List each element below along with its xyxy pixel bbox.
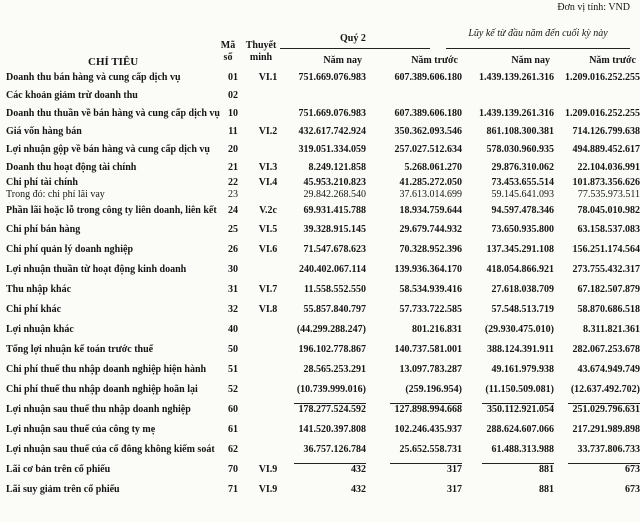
- table-row: [6, 459, 640, 479]
- table-row: [6, 299, 640, 319]
- row-label: Chi phí quản lý doanh nghiệp: [6, 243, 134, 255]
- row-quarter-last-year: 29.679.744.932: [399, 224, 462, 235]
- row-label: Doanh thu thuần về bán hàng và cung cấp dịch vụ: [6, 107, 220, 119]
- row-quarter-last-year: 317: [366, 459, 462, 479]
- row-label: Lợi nhuận sau thuế của cổ đông không kiểm soát: [6, 443, 215, 455]
- row-quarter-this-year: (44.299.288.247): [296, 323, 366, 335]
- table-row: [6, 259, 640, 279]
- table-row: [6, 104, 640, 122]
- row-note: [246, 259, 290, 279]
- table-row: [6, 379, 640, 399]
- row-code: 23: [228, 189, 238, 200]
- table-row: [6, 419, 640, 439]
- row-label: Lợi nhuận khác: [6, 323, 74, 335]
- row-quarter-last-year: 18.934.759.644: [399, 205, 462, 216]
- row-label: Lợi nhuận gộp về bán hàng và cung cấp dịch vụ: [6, 143, 210, 155]
- row-cumulative-last-year: 77.535.973.511: [577, 189, 640, 200]
- row-code: 01: [228, 71, 238, 83]
- table-row: [6, 279, 640, 299]
- row-code: 31: [228, 283, 238, 295]
- row-note: [246, 140, 290, 158]
- row-quarter-this-year: 11.558.552.550: [304, 283, 366, 295]
- row-quarter-last-year: 140.737.581.001: [394, 343, 462, 355]
- row-quarter-last-year: 801.216.831: [412, 323, 462, 335]
- row-code: 20: [228, 143, 238, 155]
- row-code: 24: [228, 205, 238, 216]
- row-note: [246, 439, 290, 459]
- row-cumulative-last-year: 673: [554, 459, 640, 479]
- row-label: Chi phí khác: [6, 303, 62, 315]
- row-cumulative-this-year: 73.650.935.800: [491, 224, 554, 235]
- row-label: Chi phí bán hàng: [6, 224, 81, 235]
- row-note: [246, 399, 290, 419]
- row-code: 22: [228, 176, 238, 188]
- row-quarter-last-year: (259.196.954): [405, 383, 462, 395]
- row-quarter-this-year: 240.402.067.114: [299, 263, 366, 275]
- row-quarter-this-year: 141.520.397.808: [298, 423, 366, 435]
- table-row: [6, 188, 640, 201]
- row-cumulative-last-year: 78.045.010.982: [577, 205, 640, 216]
- row-quarter-last-year: [366, 86, 462, 104]
- row-quarter-this-year: 39.328.915.145: [303, 224, 366, 235]
- row-cumulative-last-year: 251.029.796.631: [554, 399, 640, 419]
- row-quarter-this-year: 29.842.268.540: [303, 189, 366, 200]
- row-cumulative-this-year: 61.488.313.988: [491, 443, 554, 455]
- row-quarter-last-year: 58.534.939.416: [399, 283, 462, 295]
- table-row: [6, 176, 640, 188]
- row-quarter-this-year: 69.931.415.788: [303, 205, 366, 216]
- row-cumulative-this-year: (11.150.509.081): [485, 383, 554, 395]
- table-row: [6, 479, 640, 499]
- row-quarter-this-year: (10.739.999.016): [296, 383, 366, 395]
- row-code: 62: [228, 443, 238, 455]
- row-cumulative-this-year: 578.030.960.935: [486, 143, 554, 155]
- row-label: Thu nhập khác: [6, 283, 72, 295]
- unit-label: Đơn vị tính: VND: [557, 2, 630, 13]
- row-quarter-last-year: 127.898.994.668: [366, 399, 462, 419]
- row-cumulative-last-year: 714.126.799.638: [572, 125, 640, 137]
- row-label: Doanh thu hoạt động tài chính: [6, 161, 137, 173]
- row-cumulative-this-year: 73.453.655.514: [491, 176, 554, 188]
- row-cumulative-this-year: 59.145.641.093: [491, 189, 554, 200]
- row-quarter-this-year: 319.051.334.059: [298, 143, 366, 155]
- row-note: V.2c: [259, 205, 277, 216]
- row-label: Tổng lợi nhuận kế toán trước thuế: [6, 343, 154, 355]
- table-row: [6, 319, 640, 339]
- row-cumulative-this-year: 881: [539, 483, 554, 495]
- row-cumulative-last-year: 1.209.016.252.255: [565, 107, 640, 119]
- row-note: VI.8: [258, 303, 278, 315]
- row-cumulative-this-year: 27.618.038.709: [491, 283, 554, 295]
- row-code: 32: [228, 303, 238, 315]
- row-note: VI.4: [258, 176, 278, 188]
- row-label: Lợi nhuận sau thuế thu nhập doanh nghiệp: [6, 403, 191, 415]
- row-code: 70: [228, 463, 238, 475]
- row-cumulative-this-year: [462, 86, 554, 104]
- header-chi-tieu: CHỈ TIÊU: [88, 56, 139, 68]
- row-quarter-this-year: 432.617.742.924: [298, 125, 366, 137]
- row-quarter-this-year: 432: [351, 483, 366, 495]
- row-cumulative-last-year: 282.067.253.678: [572, 343, 640, 355]
- row-cumulative-last-year: 58.870.686.518: [577, 303, 640, 315]
- row-cumulative-this-year: 137.345.291.108: [486, 243, 554, 255]
- row-note: [246, 188, 290, 201]
- row-cumulative-last-year: 1.209.016.252.255: [565, 71, 640, 83]
- table-row: [6, 359, 640, 379]
- row-quarter-last-year: 13.097.783.287: [399, 363, 462, 375]
- row-note: [246, 104, 290, 122]
- row-label: Lợi nhuận thuần từ hoạt động kinh doanh: [6, 263, 187, 275]
- row-quarter-last-year: 257.027.512.634: [394, 143, 462, 155]
- row-note: VI.9: [258, 463, 278, 475]
- row-code: 02: [228, 89, 238, 101]
- row-cumulative-last-year: 156.251.174.564: [572, 243, 640, 255]
- row-code: 61: [228, 423, 238, 435]
- row-code: 10: [228, 107, 238, 119]
- row-note: VI.5: [258, 224, 278, 235]
- header-thuyet-minh: Thuyết minh: [245, 40, 277, 63]
- header-quarter: Quý 2: [340, 33, 366, 44]
- table-row: [6, 339, 640, 359]
- header-q-last-year: Năm trước: [411, 55, 458, 66]
- cumulative-header-rule: [446, 48, 630, 49]
- row-code: 25: [228, 224, 238, 235]
- row-cumulative-this-year: 881: [462, 459, 554, 479]
- row-quarter-last-year: 70.328.952.396: [399, 243, 462, 255]
- row-label: Lãi cơ bản trên cổ phiếu: [6, 463, 111, 475]
- row-label: Doanh thu bán hàng và cung cấp dịch vụ: [6, 71, 181, 83]
- row-note: [246, 319, 290, 339]
- row-quarter-last-year: 41.285.272.050: [399, 176, 462, 188]
- row-cumulative-this-year: 57.548.513.719: [491, 303, 554, 315]
- row-cumulative-last-year: 273.755.432.317: [572, 263, 640, 275]
- table-row: [6, 122, 640, 140]
- row-code: 50: [228, 343, 238, 355]
- row-cumulative-last-year: [554, 86, 640, 104]
- row-quarter-last-year: 607.389.606.180: [394, 71, 462, 83]
- row-quarter-last-year: 350.362.093.546: [394, 125, 462, 137]
- row-cumulative-last-year: 494.889.452.617: [572, 143, 640, 155]
- header-q-this-year: Năm nay: [323, 55, 362, 66]
- row-label: Các khoản giảm trừ doanh thu: [6, 89, 138, 101]
- row-label: Chi phí thuế thu nhập doanh nghiệp hoãn lại: [6, 383, 198, 395]
- row-cumulative-last-year: 22.104.036.991: [577, 161, 640, 173]
- table-row: [6, 86, 640, 104]
- row-cumulative-this-year: 388.124.391.911: [487, 343, 554, 355]
- row-quarter-last-year: 37.613.014.699: [399, 189, 462, 200]
- row-cumulative-last-year: 63.158.537.083: [577, 224, 640, 235]
- row-cumulative-this-year: 94.597.478.346: [491, 205, 554, 216]
- row-quarter-this-year: 45.953.210.823: [303, 176, 366, 188]
- income-statement-table: [6, 68, 640, 499]
- row-note: VI.3: [258, 161, 278, 173]
- row-code: 21: [228, 161, 238, 173]
- row-quarter-this-year: [290, 86, 366, 104]
- row-cumulative-last-year: 673: [625, 483, 640, 495]
- row-code: 26: [228, 243, 238, 255]
- row-cumulative-last-year: 43.674.949.749: [577, 363, 640, 375]
- table-row: [6, 220, 640, 239]
- row-label: Giá vốn hàng bán: [6, 125, 82, 137]
- row-label: Chi phí thuế thu nhập doanh nghiệp hiện hành: [6, 363, 207, 375]
- table-row: [6, 201, 640, 220]
- row-code: 60: [228, 403, 238, 415]
- row-code: 30: [228, 263, 238, 275]
- header-c-last-year: Năm trước: [589, 55, 636, 66]
- row-quarter-this-year: 751.669.076.983: [298, 107, 366, 119]
- row-quarter-this-year: 196.102.778.867: [298, 343, 366, 355]
- row-code: 11: [228, 125, 238, 137]
- row-note: VI.6: [258, 243, 278, 255]
- header-cumulative: Lũy kế từ đầu năm đến cuối kỳ này: [468, 28, 608, 39]
- row-note: [246, 86, 290, 104]
- row-cumulative-last-year: 33.737.806.733: [577, 443, 640, 455]
- row-cumulative-this-year: 350.112.921.054: [462, 399, 554, 419]
- row-note: VI.7: [258, 283, 278, 295]
- row-cumulative-this-year: 861.108.300.381: [486, 125, 554, 137]
- row-code: 40: [228, 323, 238, 335]
- row-quarter-this-year: 71.547.678.623: [303, 243, 366, 255]
- row-quarter-last-year: 139.936.364.170: [394, 263, 462, 275]
- row-cumulative-this-year: 1.439.139.261.316: [479, 107, 554, 119]
- row-note: VI.2: [258, 125, 278, 137]
- row-label: Trong đó: chi phí lãi vay: [6, 189, 105, 200]
- row-cumulative-this-year: 1.439.139.261.316: [479, 71, 554, 83]
- table-row: [6, 158, 640, 176]
- table-row: [6, 399, 640, 419]
- quarter-header-rule: [280, 48, 430, 49]
- row-cumulative-last-year: 8.311.821.361: [583, 323, 640, 335]
- row-quarter-last-year: 25.652.558.731: [399, 443, 462, 455]
- row-quarter-last-year: 57.733.722.585: [399, 303, 462, 315]
- row-quarter-last-year: 5.268.061.270: [404, 161, 462, 173]
- row-note: VI.1: [258, 71, 278, 83]
- row-quarter-last-year: 607.389.606.180: [394, 107, 462, 119]
- row-label: Lợi nhuận sau thuế của công ty mẹ: [6, 423, 156, 435]
- table-row: [6, 439, 640, 459]
- header-ma-so: Mã số: [220, 40, 236, 63]
- row-code: 51: [228, 363, 238, 375]
- table-row: [6, 239, 640, 259]
- row-quarter-last-year: 317: [447, 483, 462, 495]
- row-cumulative-last-year: 217.291.989.898: [572, 423, 640, 435]
- row-cumulative-this-year: 418.054.866.921: [486, 263, 554, 275]
- row-cumulative-this-year: 49.161.979.938: [491, 363, 554, 375]
- row-quarter-this-year: 55.857.840.797: [303, 303, 366, 315]
- row-cumulative-last-year: 67.182.507.879: [577, 283, 640, 295]
- row-quarter-this-year: 751.669.076.983: [298, 71, 366, 83]
- row-cumulative-this-year: 288.624.607.066: [486, 423, 554, 435]
- row-label: Lãi suy giảm trên cổ phiếu: [6, 483, 120, 495]
- row-cumulative-last-year: 101.873.356.626: [572, 176, 640, 188]
- row-note: [246, 339, 290, 359]
- row-code: 52: [228, 383, 238, 395]
- row-quarter-this-year: 28.565.253.291: [303, 363, 366, 375]
- row-note: [246, 419, 290, 439]
- row-quarter-this-year: 36.757.126.784: [303, 443, 366, 455]
- row-cumulative-this-year: 29.876.310.062: [491, 161, 554, 173]
- row-quarter-this-year: 8.249.121.858: [308, 161, 366, 173]
- row-note: [246, 359, 290, 379]
- row-cumulative-last-year: (12.637.492.702): [570, 383, 640, 395]
- table-row: [6, 68, 640, 86]
- row-note: [246, 379, 290, 399]
- row-note: VI.9: [258, 483, 278, 495]
- row-quarter-this-year: 178.277.524.592: [290, 399, 366, 419]
- row-cumulative-this-year: (29.930.475.010): [484, 323, 554, 335]
- table-row: [6, 140, 640, 158]
- row-quarter-this-year: 432: [290, 459, 366, 479]
- row-label: Chi phí tài chính: [6, 176, 78, 188]
- header-c-this-year: Năm nay: [511, 55, 550, 66]
- row-code: 71: [228, 483, 238, 495]
- row-quarter-last-year: 102.246.435.937: [394, 423, 462, 435]
- row-label: Phần lãi hoặc lỗ trong công ty liên doanh, liên kết: [6, 205, 217, 216]
